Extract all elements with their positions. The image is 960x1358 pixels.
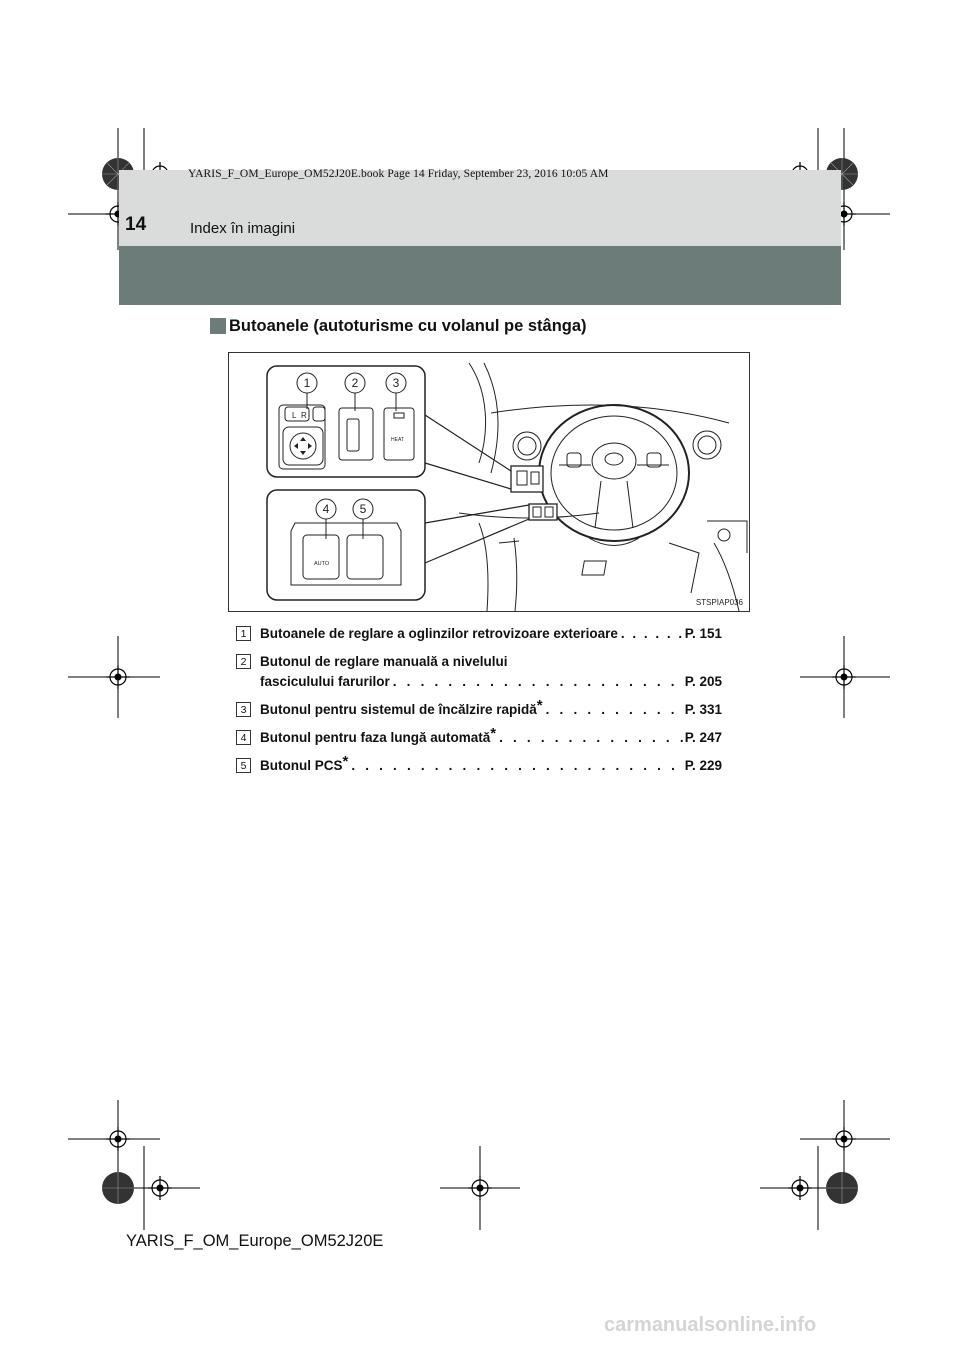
- header-dark-band: [119, 246, 841, 305]
- page-reference: P. 205: [684, 674, 722, 689]
- list-item: [236, 624, 722, 644]
- footnote-star: *: [490, 725, 497, 742]
- callout-4: 4: [322, 502, 330, 516]
- page-reference: P. 331: [684, 702, 722, 717]
- section-marker-icon: [210, 318, 226, 334]
- item-text-line1: Butonul de reglare manuală a nivelului: [260, 654, 508, 669]
- list-item: [236, 753, 722, 776]
- list-item: [236, 725, 722, 748]
- heat-switch-label: HEAT: [391, 437, 404, 443]
- leader-dots: [543, 700, 685, 720]
- footer-model-code: YARIS_F_OM_Europe_OM52J20E: [126, 1232, 384, 1250]
- figure-code: STSPIAP036: [695, 598, 743, 607]
- leader-dots: [618, 624, 685, 644]
- callout-3: 3: [392, 376, 400, 390]
- auto-switch-label: AUTO: [314, 561, 330, 567]
- leader-dots: [348, 756, 684, 776]
- item-text: Butonul pentru faza lungă automată: [260, 730, 491, 745]
- leader-dots: [496, 728, 685, 748]
- item-text: Butonul pentru sistemul de încălzire rapidă: [260, 702, 537, 717]
- item-number: 3: [236, 702, 251, 717]
- mirror-left-label: L: [292, 411, 297, 420]
- callout-2: 2: [351, 376, 359, 390]
- callout-1: 1: [303, 376, 311, 390]
- page-reference: P. 151: [684, 626, 722, 641]
- print-book-info: YARIS_F_OM_Europe_OM52J20E.book Page 14 Friday, September 23, 2016 10:05 AM: [188, 168, 609, 180]
- list-item: [236, 652, 722, 692]
- page-reference: P. 229: [684, 758, 722, 773]
- mirror-right-label: R: [301, 411, 307, 420]
- page-number: 14: [125, 214, 147, 235]
- item-text: Butonul PCS: [260, 758, 343, 773]
- dashboard-drawing: [229, 353, 749, 611]
- section-title: Butoanele (autoturisme cu volanul pe stânga): [229, 317, 587, 335]
- footnote-star: *: [536, 697, 543, 714]
- callout-5: 5: [359, 502, 367, 516]
- item-number: 5: [236, 758, 251, 773]
- page-reference: P. 247: [684, 730, 722, 745]
- page-title: Index în imagini: [190, 220, 296, 237]
- list-item: [236, 697, 722, 720]
- item-text: Butoanele de reglare a oglinzilor retrovizoare exterioare: [260, 626, 618, 641]
- switches-illustration: [228, 352, 750, 612]
- leader-dots: [390, 672, 685, 692]
- site-watermark: carmanualsonline.info: [604, 1314, 817, 1336]
- button-reference-list: [236, 624, 722, 784]
- item-number: 4: [236, 730, 251, 745]
- item-number: 1: [236, 626, 251, 641]
- item-number: 2: [236, 654, 251, 669]
- item-text: fasciculului farurilor: [260, 674, 390, 689]
- footnote-star: *: [342, 753, 349, 770]
